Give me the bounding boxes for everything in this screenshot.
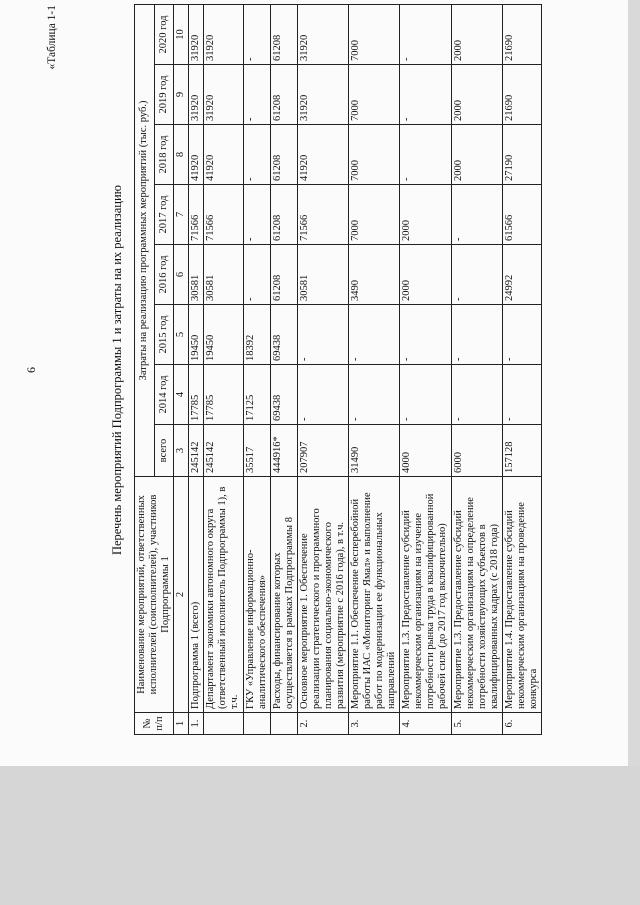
index-cell: 5: [174, 305, 189, 365]
row-year-value: -: [400, 365, 451, 425]
row-year-value: 19450: [189, 305, 204, 365]
header-year: 2019 год: [154, 65, 174, 125]
rotated-page-content: [24, 5, 590, 735]
header-year: 2016 год: [154, 245, 174, 305]
row-year-value: -: [243, 125, 270, 185]
header-costs: Затраты на реализацию программных мероприятий (тыс. руб.): [135, 4, 155, 476]
row-year-value: 71566: [297, 185, 348, 245]
row-year-value: 18392: [243, 305, 270, 365]
header-year: 2020 год: [154, 4, 174, 64]
row-number: 6.: [502, 713, 541, 735]
header-year: 2015 год: [154, 305, 174, 365]
row-year-value: -: [349, 305, 400, 365]
row-year-value: 61566: [502, 185, 541, 245]
row-year-value: 17785: [189, 365, 204, 425]
row-total: 4000: [400, 425, 451, 477]
row-year-value: -: [297, 305, 348, 365]
index-cell: 8: [174, 125, 189, 185]
row-number: 3.: [349, 713, 400, 735]
table-row: [502, 4, 541, 734]
table-row: [243, 4, 270, 734]
row-number: 1.: [189, 713, 204, 735]
page-number: 6: [24, 367, 38, 373]
scan-background: [0, 766, 640, 905]
row-year-value: 21690: [502, 4, 541, 64]
row-year-value: -: [243, 245, 270, 305]
row-year-value: 31920: [204, 65, 243, 125]
row-year-value: 2000: [400, 185, 451, 245]
header-number: № п/п: [135, 713, 174, 735]
row-year-value: 17785: [204, 365, 243, 425]
row-total: 444916*: [270, 425, 297, 477]
row-year-value: 7000: [349, 4, 400, 64]
table-row: [297, 4, 348, 734]
row-year-value: 24992: [502, 245, 541, 305]
header-name: Наименование мероприятий, ответственных исполнителей (соисполнителей), участников Подпрограммы 1: [135, 477, 174, 713]
row-total: 31490: [349, 425, 400, 477]
row-number: [204, 713, 243, 735]
row-year-value: -: [400, 125, 451, 185]
row-year-value: -: [400, 4, 451, 64]
row-total: 207907: [297, 425, 348, 477]
row-number: [270, 713, 297, 735]
row-year-value: 7000: [349, 185, 400, 245]
row-year-value: 61208: [270, 65, 297, 125]
row-year-value: -: [400, 65, 451, 125]
row-year-value: 2000: [451, 125, 502, 185]
row-year-value: -: [400, 305, 451, 365]
row-year-value: 41920: [204, 125, 243, 185]
row-name: ГКУ «Управление информационно-аналитического обеспечения»: [243, 477, 270, 713]
row-year-value: -: [451, 185, 502, 245]
row-year-value: 19450: [204, 305, 243, 365]
header-total: всего: [154, 425, 174, 477]
row-total: 157128: [502, 425, 541, 477]
row-year-value: -: [451, 305, 502, 365]
row-year-value: 30581: [204, 245, 243, 305]
row-number: [243, 713, 270, 735]
row-year-value: 31920: [189, 4, 204, 64]
row-name: Мероприятие 1.1. Обеспечение бесперебойной работы ИАС «Мониторинг Ямал» и выполнение работ по модернизации ее функциональных направлений: [349, 477, 400, 713]
row-year-value: -: [243, 4, 270, 64]
row-total: 6000: [451, 425, 502, 477]
header-year: 2017 год: [154, 185, 174, 245]
row-year-value: 31920: [204, 4, 243, 64]
row-name: Основное мероприятие 1. Обеспечение реализации стратегического и программного планирования социально-экономического развития (мероприятие с 2016 года), в т.ч.: [297, 477, 348, 713]
row-name: Мероприятие 1.4. Предоставление субсидий некоммерческим организациям на проведение конкурса: [502, 477, 541, 713]
row-total: 245142: [189, 425, 204, 477]
index-cell: 7: [174, 185, 189, 245]
index-cell: 3: [174, 425, 189, 477]
table-title: Перечень мероприятий Подпрограммы 1 и затраты на их реализацию: [110, 184, 124, 556]
index-cell: 1: [174, 713, 189, 735]
row-number: 5.: [451, 713, 502, 735]
table-row: [270, 4, 297, 734]
row-year-value: 61208: [270, 4, 297, 64]
row-name: Подпрограмма 1 (всего): [189, 477, 204, 713]
row-year-value: 31920: [297, 4, 348, 64]
table-row: [451, 4, 502, 734]
row-year-value: 7000: [349, 65, 400, 125]
row-year-value: -: [451, 245, 502, 305]
row-year-value: 41920: [297, 125, 348, 185]
row-year-value: 31920: [297, 65, 348, 125]
header-row: [135, 4, 155, 734]
costs-table: [134, 4, 542, 735]
row-year-value: -: [349, 365, 400, 425]
row-number: 4.: [400, 713, 451, 735]
index-cell: 4: [174, 365, 189, 425]
header-year: 2014 год: [154, 365, 174, 425]
row-year-value: -: [243, 185, 270, 245]
row-year-value: 3490: [349, 245, 400, 305]
row-year-value: 71566: [189, 185, 204, 245]
row-number: 2.: [297, 713, 348, 735]
table-row: [349, 4, 400, 734]
row-year-value: -: [243, 65, 270, 125]
table-reference: «Таблица 1-1: [46, 5, 58, 70]
row-year-value: 30581: [189, 245, 204, 305]
row-year-value: 2000: [451, 65, 502, 125]
row-year-value: 61208: [270, 185, 297, 245]
row-year-value: 17125: [243, 365, 270, 425]
table-row: [189, 4, 204, 734]
row-year-value: -: [297, 365, 348, 425]
row-year-value: 71566: [204, 185, 243, 245]
row-year-value: 31920: [189, 65, 204, 125]
row-year-value: -: [502, 365, 541, 425]
table-body: [189, 4, 542, 734]
index-row: [174, 4, 189, 734]
row-year-value: 61208: [270, 125, 297, 185]
row-year-value: 61208: [270, 245, 297, 305]
row-year-value: 69438: [270, 365, 297, 425]
header-year: 2018 год: [154, 125, 174, 185]
index-cell: 9: [174, 65, 189, 125]
table-row: [400, 4, 451, 734]
row-name: Расходы, финансирование которых осуществляется в рамках Подпрограммы 8: [270, 477, 297, 713]
index-cell: 2: [174, 477, 189, 713]
row-name: Мероприятие 1.3. Предоставление субсидий некоммерческим организациям на изучение потребности рынка труда в квалифицированной рабочей силе (до 2017 год включительно): [400, 477, 451, 713]
row-year-value: 7000: [349, 125, 400, 185]
index-cell: 6: [174, 245, 189, 305]
row-year-value: 2000: [400, 245, 451, 305]
row-year-value: 30581: [297, 245, 348, 305]
row-year-value: 2000: [451, 4, 502, 64]
row-name: Департамент экономики автономного округа (ответственный исполнитель Подпрограммы 1), в т.ч.: [204, 477, 243, 713]
row-total: 245142: [204, 425, 243, 477]
row-year-value: -: [451, 365, 502, 425]
index-cell: 10: [174, 4, 189, 64]
row-year-value: -: [502, 305, 541, 365]
row-total: 35517: [243, 425, 270, 477]
row-name: Мероприятие 1.3. Предоставление субсидий некоммерческим организациям на определение потребности хозяйствующих субъектов в квалифицированных кадрах (с 2018 года): [451, 477, 502, 713]
table-row: [204, 4, 243, 734]
row-year-value: 27190: [502, 125, 541, 185]
row-year-value: 21690: [502, 65, 541, 125]
row-year-value: 41920: [189, 125, 204, 185]
row-year-value: 69438: [270, 305, 297, 365]
